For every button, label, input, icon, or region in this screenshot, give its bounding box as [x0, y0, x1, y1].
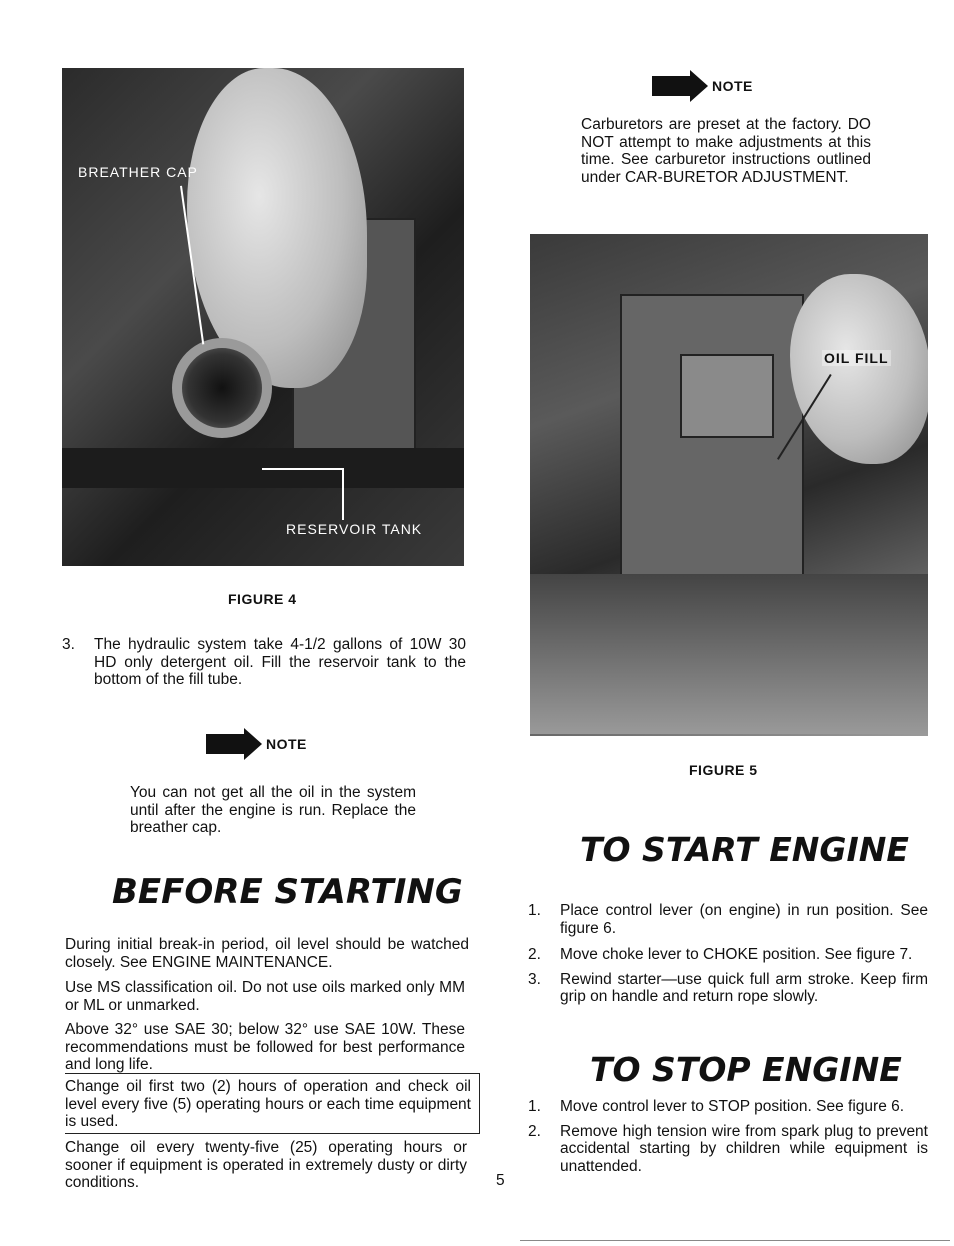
step-3-text: The hydraulic system take 4-1/2 gallons of 10W 30 HD only detergent oil. Fill the reservoir tank to the bottom of the fill tube. [94, 636, 466, 688]
hand [790, 274, 928, 464]
figure-4-photo [62, 68, 464, 566]
list-item: 2. Move choke lever to CHOKE position. See figure 7. [528, 946, 913, 963]
list-item: 1. Move control lever to STOP position. See figure 6. [528, 1098, 905, 1115]
figure-4-caption: FIGURE 4 [228, 591, 297, 607]
note-left-text: You can not get all the oil in the system until after the engine is run. Replace the breather cap. [130, 784, 416, 836]
right-arrow-icon [652, 70, 708, 102]
note-top-right-label: NOTE [712, 78, 753, 94]
to-stop-engine-steps [528, 1098, 928, 1175]
note-top-right-text: Carburetors are preset at the factory. DO NOT attempt to make adjustments at this time. See carburetor instructions outlined under CAR-BURETOR ADJUSTMENT. [581, 116, 871, 186]
breather-cap-ring [172, 338, 272, 438]
before-starting-para-3: Above 32° use SAE 30; below 32° use SAE 10W. These recommendations must be followed for best performance and long life. [65, 1021, 465, 1073]
before-starting-para-1: During initial break-in period, oil level should be watched closely. See ENGINE MAINTENANCE. [65, 936, 469, 971]
step-3-number: 3. [62, 636, 75, 653]
reservoir-tank-label: RESERVOIR TANK [286, 521, 423, 537]
carburetor-body [620, 294, 804, 598]
reservoir-pointer-v [342, 468, 344, 520]
to-stop-engine-title: TO STOP ENGINE [590, 1050, 902, 1089]
carburetor-cap [680, 354, 774, 438]
frame-floor [530, 574, 928, 734]
reservoir-pointer-h [262, 468, 344, 470]
right-arrow-icon [206, 728, 262, 760]
before-starting-para-5: Change oil every twenty-five (25) operating hours or sooner if equipment is operated in extremely dusty or dirty conditions. [65, 1139, 467, 1191]
page-number: 5 [496, 1172, 505, 1189]
to-start-engine-steps [528, 902, 928, 1006]
breather-cap-label: BREATHER CAP [78, 164, 198, 180]
before-starting-para-2: Use MS classification oil. Do not use oils marked only MM or ML or unmarked. [65, 979, 465, 1014]
to-start-engine-title: TO START ENGINE [580, 830, 909, 869]
before-starting-para-4: Change oil first two (2) hours of operation and check oil level every five (5) operating hours or each time equipment is used. [65, 1073, 480, 1134]
note-left-header [206, 728, 307, 760]
figure-5-photo [530, 234, 928, 736]
list-item: 3. Rewind starter—use quick full arm stroke. Keep firm grip on handle and return rope slowly. [528, 970, 928, 1005]
list-item: 1. Place control lever (on engine) in run position. See figure 6. [528, 902, 928, 937]
list-item: 2. Remove high tension wire from spark plug to prevent accidental starting by children while equipment is unattended. [528, 1122, 928, 1175]
note-left-label: NOTE [266, 736, 307, 752]
note-top-right-header [652, 70, 753, 102]
bottom-rule [520, 1240, 950, 1241]
oil-fill-label: OIL FILL [824, 350, 889, 366]
before-starting-title: BEFORE STARTING [112, 872, 463, 912]
figure-5-caption: FIGURE 5 [689, 762, 758, 778]
